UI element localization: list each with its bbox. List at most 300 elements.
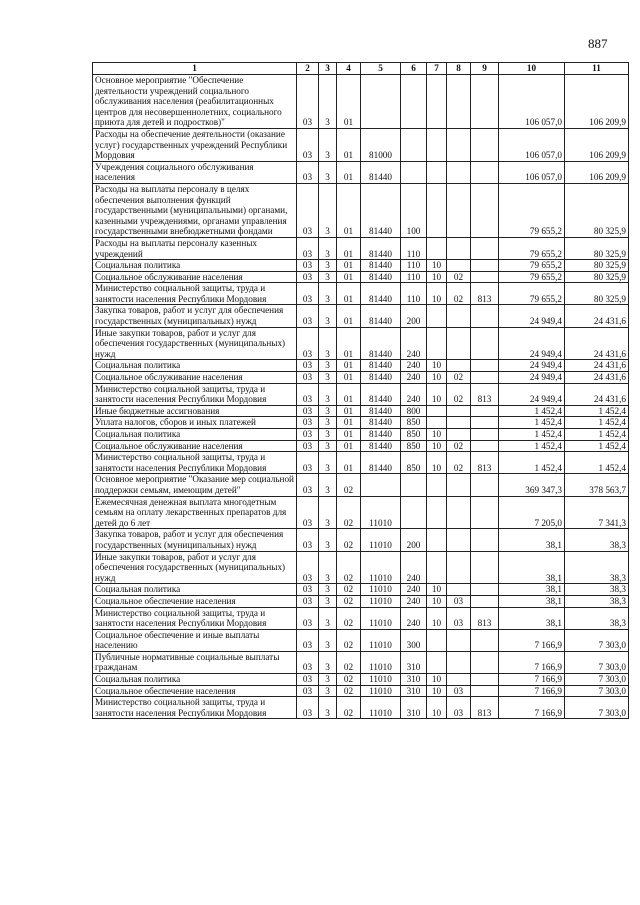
row-cell-col-6: 240: [401, 327, 427, 360]
row-cell-col-5: 11010: [361, 685, 401, 697]
row-cell-col-10: 369 347,3: [499, 474, 565, 496]
row-cell-col-11: 24 431,6: [565, 383, 629, 405]
row-cell-col-4: 01: [337, 271, 361, 283]
row-cell-col-8: 02: [447, 372, 471, 384]
row-cell-col-10: 106 057,0: [499, 128, 565, 161]
row-cell-col-4: 01: [337, 360, 361, 372]
row-cell-col-11: 24 431,6: [565, 360, 629, 372]
row-cell-col-9: [471, 685, 499, 697]
row-cell-col-4: 01: [337, 128, 361, 161]
row-cell-col-9: [471, 629, 499, 651]
row-cell-col-2: 03: [297, 372, 319, 384]
table-row: [93, 271, 629, 283]
row-description: Уплата налогов, сборов и иных платежей: [93, 417, 297, 429]
row-description: Социальное обеспечение и иные выплаты населению: [93, 629, 297, 651]
row-cell-col-10: 79 655,2: [499, 237, 565, 259]
row-cell-col-2: 03: [297, 607, 319, 629]
column-header-2: 2: [297, 63, 319, 75]
row-cell-col-7: 10: [427, 283, 447, 305]
row-cell-col-5: 81440: [361, 260, 401, 272]
row-cell-col-10: 24 949,4: [499, 372, 565, 384]
row-cell-col-2: 03: [297, 685, 319, 697]
row-cell-col-5: 81440: [361, 452, 401, 474]
row-cell-col-8: 02: [447, 283, 471, 305]
row-cell-col-9: [471, 417, 499, 429]
row-cell-col-9: 813: [471, 607, 499, 629]
row-cell-col-5: 81440: [361, 327, 401, 360]
row-cell-col-4: 01: [337, 372, 361, 384]
row-cell-col-3: 3: [319, 128, 337, 161]
row-cell-col-3: 3: [319, 75, 337, 129]
row-cell-col-10: 1 452,4: [499, 452, 565, 474]
row-cell-col-2: 03: [297, 75, 319, 129]
row-cell-col-7: [427, 474, 447, 496]
row-cell-col-11: 7 303,0: [565, 651, 629, 673]
row-cell-col-7: [427, 651, 447, 673]
row-cell-col-11: 7 303,0: [565, 674, 629, 686]
row-cell-col-6: 240: [401, 360, 427, 372]
row-cell-col-3: 3: [319, 496, 337, 529]
row-cell-col-10: 38,1: [499, 584, 565, 596]
row-description: Основное мероприятие "Обеспечение деятельности учреждений социального обслуживания населения (реабилитационных центров для несовершеннолетних, социального приюта для детей и подростков)": [93, 75, 297, 129]
row-cell-col-10: 1 452,4: [499, 440, 565, 452]
row-cell-col-10: 7 166,9: [499, 674, 565, 686]
table-row: [93, 440, 629, 452]
row-description: Закупка товаров, работ и услуг для обеспечения государственных (муниципальных) нужд: [93, 529, 297, 551]
row-cell-col-9: [471, 529, 499, 551]
row-cell-col-2: 03: [297, 327, 319, 360]
row-cell-col-5: 11010: [361, 529, 401, 551]
table-body: [93, 75, 629, 719]
row-cell-col-8: [447, 474, 471, 496]
row-cell-col-9: [471, 75, 499, 129]
table-row: [93, 372, 629, 384]
row-cell-col-6: 240: [401, 595, 427, 607]
column-header-7: 7: [427, 63, 447, 75]
row-cell-col-5: 11010: [361, 697, 401, 719]
row-cell-col-5: 81440: [361, 283, 401, 305]
row-cell-col-8: 02: [447, 440, 471, 452]
row-cell-col-7: [427, 327, 447, 360]
row-cell-col-10: 24 949,4: [499, 305, 565, 327]
table-row: [93, 360, 629, 372]
row-cell-col-4: 01: [337, 75, 361, 129]
row-description: Расходы на выплаты персоналу казенных учреждений: [93, 237, 297, 259]
row-cell-col-2: 03: [297, 429, 319, 441]
row-cell-col-5: 81440: [361, 360, 401, 372]
row-description: Иные закупки товаров, работ и услуг для обеспечения государственных (муниципальных) нужд: [93, 327, 297, 360]
row-cell-col-10: 38,1: [499, 529, 565, 551]
table-row: [93, 474, 629, 496]
row-cell-col-3: 3: [319, 474, 337, 496]
row-cell-col-8: [447, 551, 471, 584]
row-cell-col-9: [471, 405, 499, 417]
row-cell-col-11: 80 325,9: [565, 237, 629, 259]
row-cell-col-10: 24 949,4: [499, 360, 565, 372]
row-cell-col-2: 03: [297, 551, 319, 584]
table-row: [93, 584, 629, 596]
row-cell-col-5: 11010: [361, 607, 401, 629]
table-row: [93, 237, 629, 259]
row-cell-col-7: 10: [427, 440, 447, 452]
row-cell-col-11: 378 563,7: [565, 474, 629, 496]
row-cell-col-7: 10: [427, 452, 447, 474]
row-cell-col-9: [471, 271, 499, 283]
row-cell-col-2: 03: [297, 417, 319, 429]
row-cell-col-3: 3: [319, 440, 337, 452]
row-cell-col-11: 7 341,3: [565, 496, 629, 529]
row-cell-col-6: 310: [401, 651, 427, 673]
row-description: Министерство социальной защиты, труда и занятости населения Республики Мордовия: [93, 607, 297, 629]
row-cell-col-10: 1 452,4: [499, 429, 565, 441]
row-cell-col-4: 01: [337, 305, 361, 327]
row-cell-col-4: 01: [337, 260, 361, 272]
row-cell-col-2: 03: [297, 128, 319, 161]
row-cell-col-5: 81440: [361, 161, 401, 183]
row-cell-col-9: [471, 440, 499, 452]
row-cell-col-7: [427, 237, 447, 259]
row-cell-col-2: 03: [297, 183, 319, 237]
row-cell-col-3: 3: [319, 595, 337, 607]
row-description: Социальное обеспечение населения: [93, 595, 297, 607]
row-description: Закупка товаров, работ и услуг для обеспечения государственных (муниципальных) нужд: [93, 305, 297, 327]
row-cell-col-9: [471, 595, 499, 607]
row-cell-col-11: 7 303,0: [565, 629, 629, 651]
row-cell-col-4: 02: [337, 595, 361, 607]
row-cell-col-10: 106 057,0: [499, 75, 565, 129]
row-cell-col-10: 1 452,4: [499, 417, 565, 429]
row-cell-col-7: 10: [427, 260, 447, 272]
row-cell-col-9: [471, 372, 499, 384]
column-header-6: 6: [401, 63, 427, 75]
row-cell-col-3: 3: [319, 651, 337, 673]
row-cell-col-4: 02: [337, 584, 361, 596]
row-cell-col-2: 03: [297, 161, 319, 183]
row-cell-col-3: 3: [319, 237, 337, 259]
row-cell-col-7: [427, 417, 447, 429]
row-cell-col-4: 01: [337, 183, 361, 237]
row-cell-col-6: 110: [401, 260, 427, 272]
row-cell-col-6: 850: [401, 429, 427, 441]
row-cell-col-8: [447, 161, 471, 183]
table-row: [93, 417, 629, 429]
row-description: Социальное обслуживание населения: [93, 440, 297, 452]
row-description: Социальное обеспечение населения: [93, 685, 297, 697]
row-cell-col-4: 02: [337, 697, 361, 719]
row-cell-col-9: [471, 496, 499, 529]
row-cell-col-7: 10: [427, 360, 447, 372]
row-cell-col-2: 03: [297, 584, 319, 596]
row-cell-col-5: 81440: [361, 417, 401, 429]
row-cell-col-8: [447, 584, 471, 596]
row-cell-col-4: 01: [337, 283, 361, 305]
row-cell-col-9: 813: [471, 383, 499, 405]
row-cell-col-10: 7 166,9: [499, 651, 565, 673]
row-cell-col-6: [401, 128, 427, 161]
table-row: [93, 327, 629, 360]
table-row: [93, 629, 629, 651]
row-cell-col-5: 11010: [361, 651, 401, 673]
row-cell-col-11: 1 452,4: [565, 417, 629, 429]
row-cell-col-5: 81440: [361, 405, 401, 417]
column-header-9: 9: [471, 63, 499, 75]
row-cell-col-6: 800: [401, 405, 427, 417]
row-cell-col-2: 03: [297, 383, 319, 405]
table-row: [93, 305, 629, 327]
table-row: [93, 595, 629, 607]
table-header-row: [93, 63, 629, 75]
row-cell-col-7: 10: [427, 685, 447, 697]
row-cell-col-9: [471, 360, 499, 372]
column-header-10: 10: [499, 63, 565, 75]
column-header-11: 11: [565, 63, 629, 75]
row-cell-col-10: 38,1: [499, 551, 565, 584]
row-cell-col-6: 240: [401, 372, 427, 384]
row-cell-col-11: 1 452,4: [565, 452, 629, 474]
row-description: Министерство социальной защиты, труда и занятости населения Республики Мордовия: [93, 283, 297, 305]
row-cell-col-11: 24 431,6: [565, 305, 629, 327]
row-cell-col-7: [427, 128, 447, 161]
row-cell-col-3: 3: [319, 674, 337, 686]
row-cell-col-8: [447, 260, 471, 272]
row-cell-col-5: 11010: [361, 496, 401, 529]
row-cell-col-3: 3: [319, 529, 337, 551]
row-cell-col-6: [401, 496, 427, 529]
row-cell-col-10: 7 166,9: [499, 629, 565, 651]
table-row: [93, 260, 629, 272]
row-cell-col-7: [427, 161, 447, 183]
row-cell-col-7: 10: [427, 383, 447, 405]
row-cell-col-10: 24 949,4: [499, 327, 565, 360]
row-cell-col-4: 01: [337, 383, 361, 405]
row-cell-col-6: 310: [401, 674, 427, 686]
row-cell-col-9: [471, 128, 499, 161]
row-cell-col-5: 81440: [361, 183, 401, 237]
row-cell-col-10: 7 205,0: [499, 496, 565, 529]
row-cell-col-4: 02: [337, 551, 361, 584]
row-cell-col-4: 02: [337, 629, 361, 651]
row-cell-col-6: 100: [401, 183, 427, 237]
row-cell-col-4: 02: [337, 607, 361, 629]
row-cell-col-11: 38,3: [565, 529, 629, 551]
row-cell-col-6: 110: [401, 283, 427, 305]
table-row: [93, 551, 629, 584]
row-cell-col-3: 3: [319, 271, 337, 283]
row-cell-col-3: 3: [319, 697, 337, 719]
row-cell-col-9: [471, 183, 499, 237]
row-cell-col-5: 11010: [361, 595, 401, 607]
row-cell-col-8: [447, 237, 471, 259]
row-cell-col-7: 10: [427, 674, 447, 686]
row-cell-col-6: [401, 75, 427, 129]
row-cell-col-11: 38,3: [565, 607, 629, 629]
row-cell-col-8: 02: [447, 383, 471, 405]
row-cell-col-2: 03: [297, 237, 319, 259]
row-cell-col-3: 3: [319, 383, 337, 405]
row-cell-col-6: [401, 161, 427, 183]
row-cell-col-3: 3: [319, 360, 337, 372]
row-description: Министерство социальной защиты, труда и занятости населения Республики Мордовия: [93, 697, 297, 719]
row-cell-col-11: 1 452,4: [565, 440, 629, 452]
row-cell-col-4: 02: [337, 474, 361, 496]
row-cell-col-6: 200: [401, 529, 427, 551]
row-cell-col-10: 79 655,2: [499, 183, 565, 237]
row-cell-col-10: 38,1: [499, 595, 565, 607]
row-cell-col-5: [361, 474, 401, 496]
row-cell-col-11: 24 431,6: [565, 327, 629, 360]
row-cell-col-11: 38,3: [565, 551, 629, 584]
row-cell-col-4: 02: [337, 529, 361, 551]
page-number: 887: [588, 36, 608, 51]
row-cell-col-5: 11010: [361, 584, 401, 596]
row-cell-col-10: 38,1: [499, 607, 565, 629]
row-cell-col-2: 03: [297, 305, 319, 327]
row-cell-col-2: 03: [297, 496, 319, 529]
row-cell-col-7: 10: [427, 271, 447, 283]
column-header-5: 5: [361, 63, 401, 75]
row-description: Социальная политика: [93, 260, 297, 272]
row-cell-col-10: 1 452,4: [499, 405, 565, 417]
row-cell-col-6: 110: [401, 271, 427, 283]
row-cell-col-3: 3: [319, 607, 337, 629]
column-header-1: 1: [93, 63, 297, 75]
row-cell-col-3: 3: [319, 629, 337, 651]
row-cell-col-11: 80 325,9: [565, 183, 629, 237]
table-row: [93, 283, 629, 305]
row-cell-col-4: 02: [337, 496, 361, 529]
row-cell-col-10: 7 166,9: [499, 697, 565, 719]
row-description: Социальная политика: [93, 429, 297, 441]
row-cell-col-2: 03: [297, 651, 319, 673]
row-cell-col-3: 3: [319, 584, 337, 596]
row-cell-col-3: 3: [319, 183, 337, 237]
row-cell-col-11: 7 303,0: [565, 685, 629, 697]
row-cell-col-8: [447, 496, 471, 529]
table-row: [93, 161, 629, 183]
row-cell-col-8: [447, 629, 471, 651]
row-cell-col-10: 7 166,9: [499, 685, 565, 697]
row-cell-col-7: [427, 75, 447, 129]
row-cell-col-10: 106 057,0: [499, 161, 565, 183]
table-row: [93, 383, 629, 405]
row-cell-col-3: 3: [319, 260, 337, 272]
row-cell-col-9: [471, 674, 499, 686]
row-cell-col-3: 3: [319, 429, 337, 441]
row-cell-col-5: [361, 75, 401, 129]
row-cell-col-6: 310: [401, 685, 427, 697]
row-cell-col-9: [471, 260, 499, 272]
row-cell-col-7: [427, 529, 447, 551]
row-cell-col-4: 01: [337, 440, 361, 452]
row-cell-col-8: 03: [447, 697, 471, 719]
row-cell-col-2: 03: [297, 360, 319, 372]
table-row: [93, 405, 629, 417]
row-cell-col-3: 3: [319, 405, 337, 417]
row-cell-col-4: 01: [337, 327, 361, 360]
row-cell-col-5: 11010: [361, 551, 401, 584]
row-cell-col-9: 813: [471, 283, 499, 305]
row-cell-col-8: 02: [447, 271, 471, 283]
row-cell-col-8: 03: [447, 595, 471, 607]
table-row: [93, 697, 629, 719]
row-cell-col-2: 03: [297, 474, 319, 496]
row-cell-col-11: 38,3: [565, 595, 629, 607]
row-description: Иные бюджетные ассигнования: [93, 405, 297, 417]
row-cell-col-2: 03: [297, 529, 319, 551]
row-cell-col-4: 01: [337, 237, 361, 259]
row-cell-col-5: 81000: [361, 128, 401, 161]
row-cell-col-2: 03: [297, 629, 319, 651]
row-cell-col-7: 10: [427, 429, 447, 441]
row-description: Социальная политика: [93, 674, 297, 686]
row-description: Социальное обслуживание населения: [93, 271, 297, 283]
row-cell-col-4: 02: [337, 685, 361, 697]
row-cell-col-7: [427, 496, 447, 529]
row-cell-col-9: [471, 474, 499, 496]
row-cell-col-11: 7 303,0: [565, 697, 629, 719]
row-cell-col-3: 3: [319, 452, 337, 474]
row-cell-col-4: 01: [337, 452, 361, 474]
row-description: Расходы на выплаты персоналу в целях обеспечения выполнения функций государственными (муниципальными) органами, казенными учреждениями, органами управления государственными внебюджетными фондами: [93, 183, 297, 237]
row-cell-col-9: 813: [471, 697, 499, 719]
row-cell-col-6: 200: [401, 305, 427, 327]
row-cell-col-11: 106 209,9: [565, 75, 629, 129]
row-cell-col-6: 240: [401, 383, 427, 405]
row-cell-col-4: 01: [337, 405, 361, 417]
table-row: [93, 429, 629, 441]
row-description: Социальное обслуживание населения: [93, 372, 297, 384]
row-cell-col-3: 3: [319, 305, 337, 327]
row-cell-col-2: 03: [297, 405, 319, 417]
row-cell-col-6: 850: [401, 440, 427, 452]
row-cell-col-11: 1 452,4: [565, 405, 629, 417]
row-cell-col-8: [447, 651, 471, 673]
table-row: [93, 128, 629, 161]
row-cell-col-2: 03: [297, 271, 319, 283]
row-cell-col-2: 03: [297, 595, 319, 607]
row-cell-col-11: 38,3: [565, 584, 629, 596]
row-cell-col-9: 813: [471, 452, 499, 474]
row-cell-col-2: 03: [297, 697, 319, 719]
row-cell-col-11: 106 209,9: [565, 161, 629, 183]
row-cell-col-5: 81440: [361, 372, 401, 384]
row-cell-col-4: 01: [337, 429, 361, 441]
row-cell-col-6: 850: [401, 417, 427, 429]
row-cell-col-7: 10: [427, 607, 447, 629]
row-cell-col-10: 79 655,2: [499, 283, 565, 305]
table-row: [93, 674, 629, 686]
row-cell-col-7: [427, 405, 447, 417]
row-cell-col-11: 24 431,6: [565, 372, 629, 384]
row-cell-col-6: 240: [401, 551, 427, 584]
row-description: Основное мероприятие "Оказание мер социальной поддержки семьям, имеющим детей": [93, 474, 297, 496]
row-cell-col-11: 80 325,9: [565, 260, 629, 272]
row-cell-col-7: [427, 551, 447, 584]
row-cell-col-7: [427, 629, 447, 651]
row-cell-col-6: 110: [401, 237, 427, 259]
row-cell-col-5: 81440: [361, 440, 401, 452]
row-cell-col-8: [447, 327, 471, 360]
row-cell-col-6: 240: [401, 607, 427, 629]
row-cell-col-7: 10: [427, 697, 447, 719]
row-cell-col-3: 3: [319, 551, 337, 584]
row-cell-col-9: [471, 305, 499, 327]
budget-table: [92, 62, 629, 719]
row-cell-col-8: 03: [447, 685, 471, 697]
row-description: Министерство социальной защиты, труда и занятости населения Республики Мордовия: [93, 383, 297, 405]
row-cell-col-6: [401, 474, 427, 496]
row-cell-col-7: 10: [427, 372, 447, 384]
